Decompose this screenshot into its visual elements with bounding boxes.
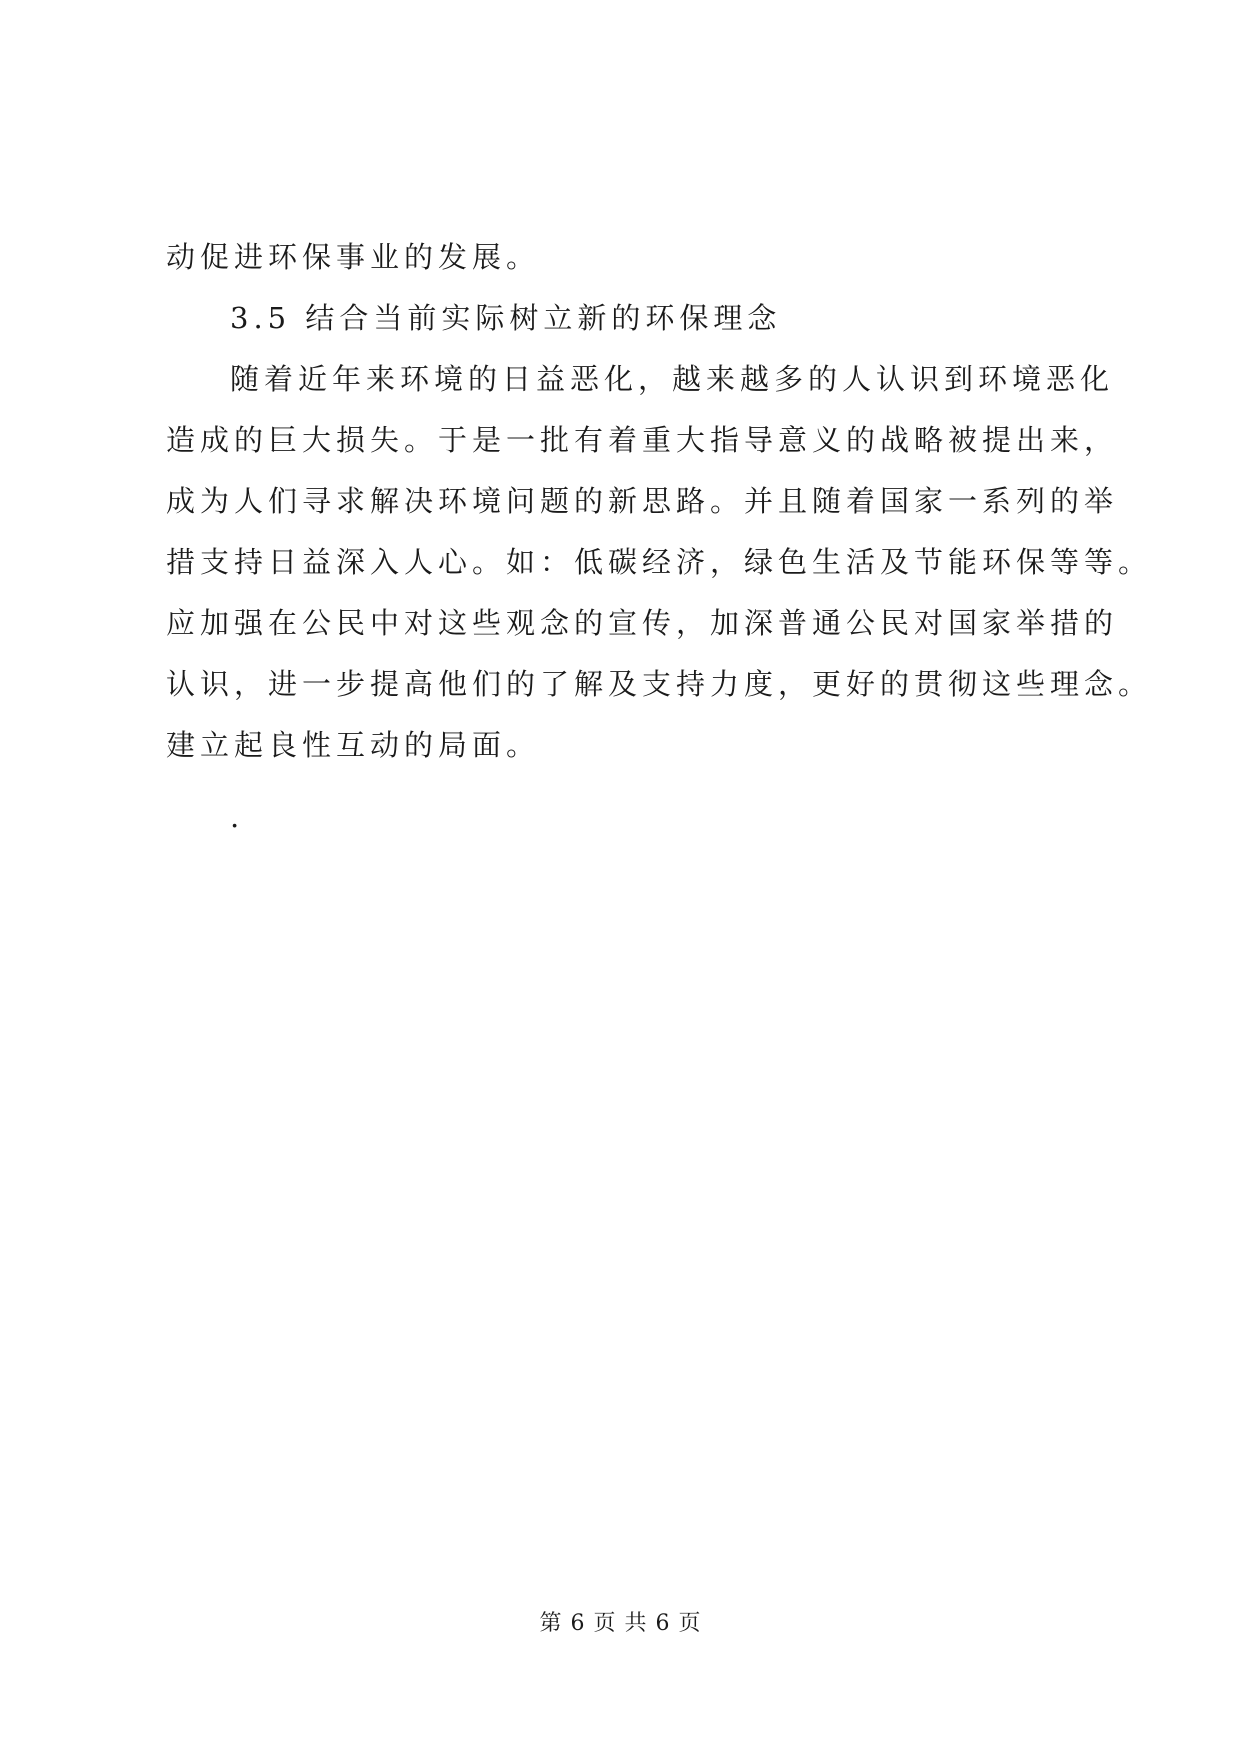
- paragraph-line: 措支持日益深入人心。如：低碳经济，绿色生活及节能环保等等。: [166, 545, 1153, 579]
- document-body: [166, 232, 1153, 853]
- paragraph-line: 建立起良性互动的局面。: [166, 728, 541, 762]
- paragraph-line: 动促进环保事业的发展。: [166, 240, 541, 274]
- paragraph-line: 认识，进一步提高他们的了解及支持力度，更好的贯彻这些理念。: [166, 667, 1153, 701]
- paragraph-line: 成为人们寻求解决环境问题的新思路。并且随着国家一系列的举: [166, 484, 1119, 518]
- trailing-dot: .: [230, 800, 245, 834]
- paragraph-line: 应加强在公民中对这些观念的宣传，加深普通公民对国家举措的: [166, 606, 1119, 640]
- page-footer: 第 6 页 共 6 页: [539, 1611, 702, 1636]
- section-heading: 3.5 结合当前实际树立新的环保理念: [230, 301, 782, 335]
- paragraph-line: 随着近年来环境的日益恶化，越来越多的人认识到环境恶化: [230, 362, 1115, 396]
- paragraph-line: 造成的巨大损失。于是一批有着重大指导意义的战略被提出来，: [166, 423, 1119, 457]
